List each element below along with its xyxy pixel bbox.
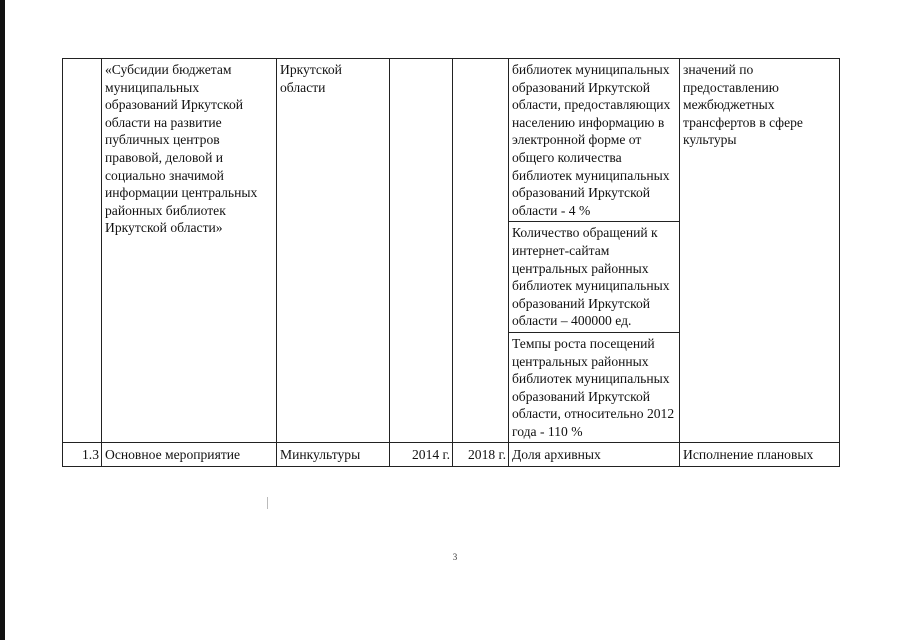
page-number: 3 <box>452 552 458 562</box>
start-year-cell: 2014 г. <box>390 443 453 467</box>
end-year-cell: 2018 г. <box>453 443 509 467</box>
indicator-cell: Темпы роста посещений центральных районных библиотек муниципальных образований Иркутской области, относительно 2012 года - 110 % <box>509 332 680 443</box>
indicator-cell: Доля архивных <box>509 443 680 467</box>
row-number-cell <box>63 59 102 443</box>
table-row <box>63 59 840 222</box>
row-number-cell: 1.3 <box>63 443 102 467</box>
scan-edge-bar <box>0 0 5 640</box>
event-name-cell: Основное мероприятие <box>102 443 277 467</box>
table-row <box>63 443 840 467</box>
scan-artifact <box>267 497 268 509</box>
event-name-cell: «Субсидии бюджетам муниципальных образований Иркутской области на развитие публичных центров правовой, деловой и социально значимой информации центральных районных библиотек Иркутской области» <box>102 59 277 443</box>
result-cell: Исполнение плановых <box>680 443 840 467</box>
executor-cell: Минкультуры <box>277 443 390 467</box>
result-cell: значений по предоставлению межбюджетных трансфертов в сфере культуры <box>680 59 840 443</box>
indicator-cell: библиотек муниципальных образований Иркутской области, предоставляющих населению информацию в электронной форме от общего количества библиотек муниципальных образований Иркутской области - 4 % <box>509 59 680 222</box>
program-table <box>62 58 840 467</box>
indicator-cell: Количество обращений к интернет-сайтам центральных районных библиотек муниципальных образований Иркутской области – 400000 ед. <box>509 222 680 333</box>
start-year-cell <box>390 59 453 443</box>
end-year-cell <box>453 59 509 443</box>
executor-cell: Иркутской области <box>277 59 390 443</box>
